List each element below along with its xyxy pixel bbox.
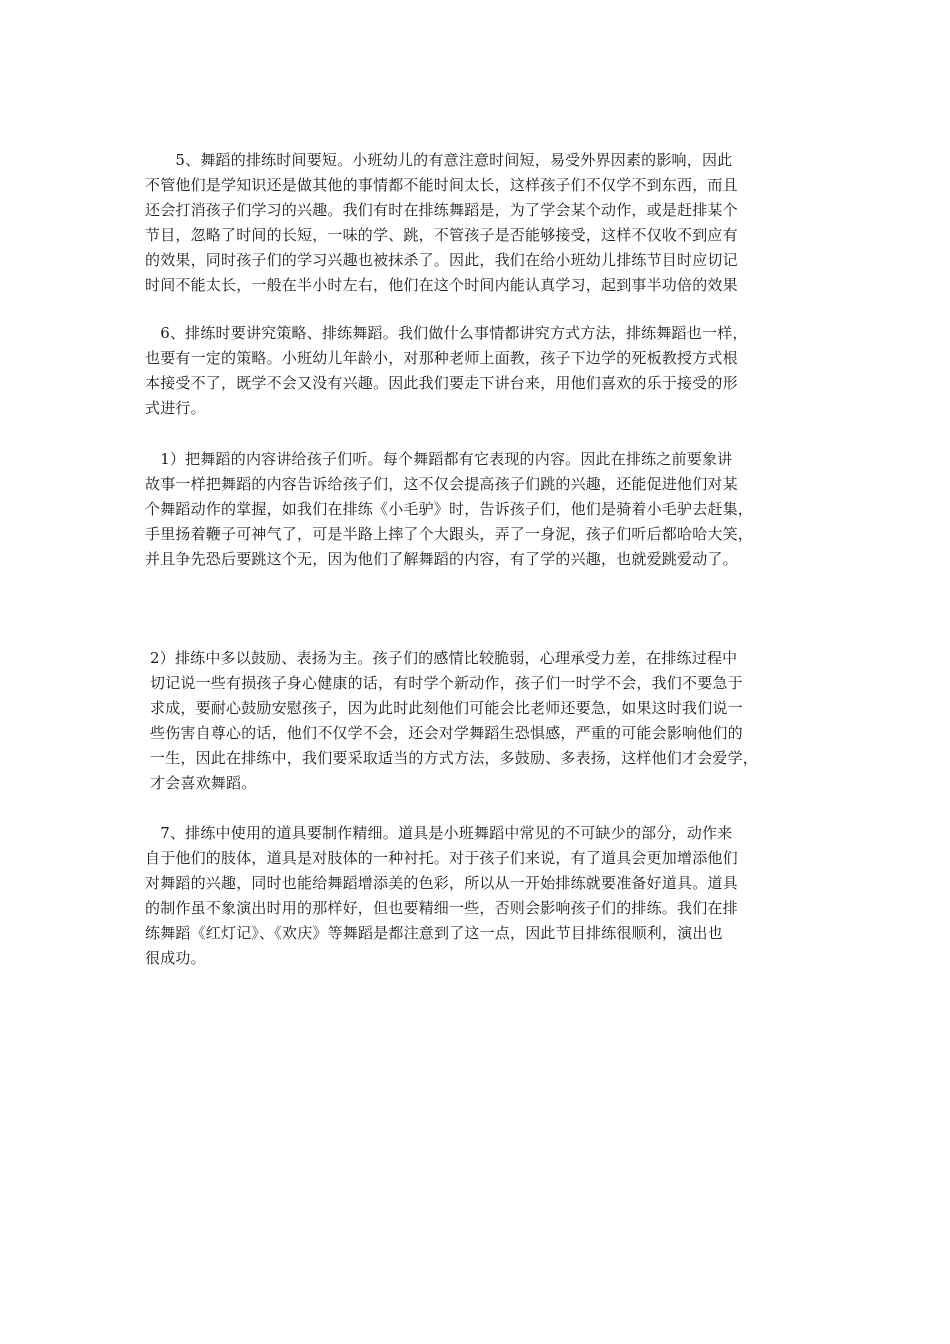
- text-line: 节目，忽略了时间的长短，一味的学、跳，不管孩子是否能够接受，这样不仅收不到应有: [145, 226, 738, 244]
- text-line: 练舞蹈《红灯记》、《欢庆》等舞蹈是都注意到了这一点，因此节目排练很顺利，演出也: [145, 924, 723, 942]
- text-line: 7、排练中使用的道具要制作精细。道具是小班舞蹈中常见的不可缺少的部分，动作来: [145, 824, 733, 842]
- text-line: 求成，要耐心鼓励安慰孩子，因为此时此刻他们可能会比老师还要急，如果这时我们说一: [150, 699, 743, 717]
- text-line: 不管他们是学知识还是做其他的事情都不能时间太长，这样孩子们不仅学不到东西，而且: [145, 176, 738, 194]
- text-line: 的效果，同时孩子们的学习兴趣也被抹杀了。因此，我们在给小班幼儿排练节目时应切记: [145, 251, 738, 269]
- text-line: 一生，因此在排练中，我们要采取适当的方式方法，多鼓励、多表扬，这样他们才会爱学，: [150, 749, 759, 767]
- text-line: 个舞蹈动作的掌握，如我们在排练《小毛驴》时，告诉孩子们，他们是骑着小毛驴去赶集，: [145, 500, 754, 518]
- text-line: 手里扬着鞭子可神气了，可是半路上摔了个大跟头，弄了一身泥，孩子们听后都哈哈大笑，: [145, 525, 754, 543]
- text-line: 5、舞蹈的排练时间要短。小班幼儿的有意注意时间短，易受外界因素的影响，因此: [145, 151, 733, 169]
- text-line: 时间不能太长，一般在半小时左右，他们在这个时间内能认真学习，起到事半功倍的效果: [145, 276, 738, 294]
- text-line: 对舞蹈的兴趣，同时也能给舞蹈增添美的色彩，所以从一开始排练就要准备好道具。道具: [145, 874, 738, 892]
- text-line: 切记说一些有损孩子身心健康的话，有时学个新动作，孩子们一时学不会，我们不要急于: [150, 674, 743, 692]
- text-line: 还会打消孩子们学习的兴趣。我们有时在排练舞蹈是，为了学会某个动作，或是赶排某个: [145, 201, 738, 219]
- text-line: 故事一样把舞蹈的内容告诉给孩子们，这不仅会提高孩子们跳的兴趣，还能促进他们对某: [145, 475, 738, 493]
- text-line: 1）把舞蹈的内容讲给孩子们听。每个舞蹈都有它表现的内容。因此在排练之前要象讲: [145, 450, 733, 468]
- text-line: 自于他们的肢体，道具是对肢体的一种衬托。对于孩子们来说，有了道具会更加增添他们: [145, 849, 738, 867]
- text-line: 才会喜欢舞蹈。: [150, 774, 257, 792]
- text-line: 些伤害自尊心的话，他们不仅学不会，还会对学舞蹈生恐惧感，严重的可能会影响他们的: [150, 724, 743, 742]
- text-line: 并且争先恐后要跳这个无，因为他们了解舞蹈的内容，有了学的兴趣，也就爱跳爱动了。: [145, 550, 738, 568]
- text-line: 式进行。: [145, 399, 206, 417]
- text-line: 6、排练时要讲究策略、排练舞蹈。我们做什么事情都讲究方式方法，排练舞蹈也一样，: [145, 324, 748, 342]
- text-line: 很成功。: [145, 949, 206, 967]
- text-line: 的制作虽不象演出时用的那样好，但也要精细一些，否则会影响孩子们的排练。我们在排: [145, 899, 738, 917]
- text-line: 2）排练中多以鼓励、表扬为主。孩子们的感情比较脆弱，心理承受力差，在排练过程中: [150, 649, 738, 667]
- text-line: 也要有一定的策略。小班幼儿年龄小，对那种老师上面教，孩子下边学的死板教授方式根: [145, 349, 738, 367]
- text-line: 本接受不了，既学不会又没有兴趣。因此我们要走下讲台来，用他们喜欢的乐于接受的形: [145, 374, 738, 392]
